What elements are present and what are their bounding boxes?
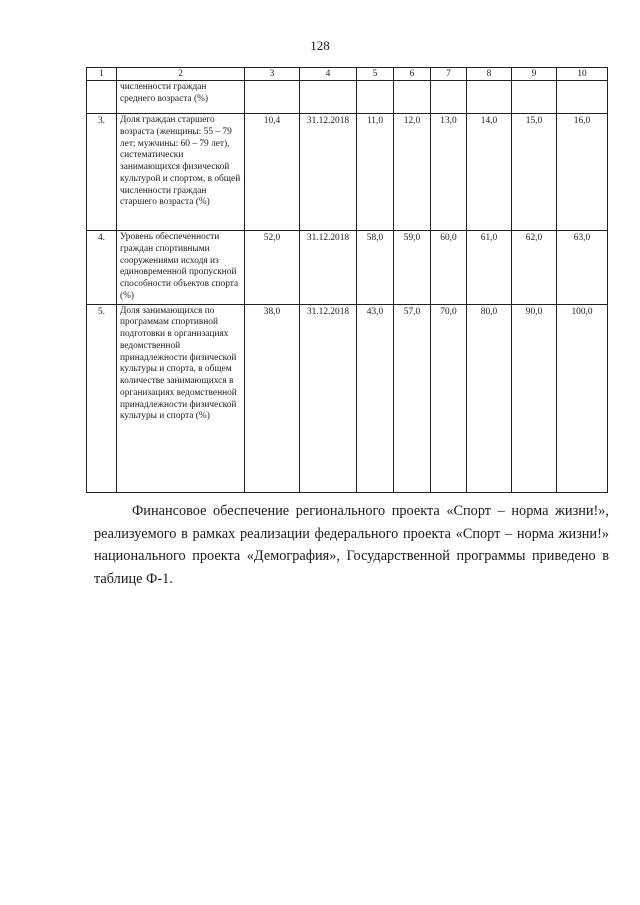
- header-cell: 7: [431, 68, 467, 81]
- cell-value: 11,0: [357, 114, 394, 231]
- cell-value: 63,0: [557, 231, 608, 305]
- cell-value: [557, 81, 608, 114]
- cell-value: 14,0: [467, 114, 512, 231]
- cell-value: 100,0: [557, 304, 608, 492]
- indicators-table: [86, 67, 608, 493]
- row-number: 5.: [87, 304, 117, 492]
- header-cell: 1: [87, 68, 117, 81]
- table-row: [87, 304, 608, 492]
- table-row: [87, 114, 608, 231]
- header-cell: 6: [394, 68, 431, 81]
- cell-value: 16,0: [557, 114, 608, 231]
- cell-value: 52,0: [245, 231, 300, 305]
- cell-value: 12,0: [394, 114, 431, 231]
- header-cell: 5: [357, 68, 394, 81]
- cell-value: 62,0: [512, 231, 557, 305]
- cell-value: 80,0: [467, 304, 512, 492]
- cell-value: 31.12.2018: [300, 231, 357, 305]
- table-header-row: [87, 68, 608, 81]
- cell-value: 31.12.2018: [300, 114, 357, 231]
- row-number: [87, 81, 117, 114]
- cell-value: 43,0: [357, 304, 394, 492]
- cell-value: 58,0: [357, 231, 394, 305]
- cell-value: 38,0: [245, 304, 300, 492]
- indicator-name: Уровень обеспеченности граждан спортивными сооружениями исходя из единовременной пропускной способности объектов спорта (%): [117, 231, 245, 305]
- row-number: 4.: [87, 231, 117, 305]
- header-cell: 10: [557, 68, 608, 81]
- header-cell: 3: [245, 68, 300, 81]
- cell-value: 57,0: [394, 304, 431, 492]
- cell-value: [357, 81, 394, 114]
- cell-value: [431, 81, 467, 114]
- cell-value: [467, 81, 512, 114]
- indicator-name: Доля граждан старшего возраста (женщины: 55 – 79 лет; мужчины: 60 – 79 лет), систематически занимающихся физической культурой и спортом, в общей численности граждан старшего возраста (%): [117, 114, 245, 231]
- cell-value: [394, 81, 431, 114]
- cell-value: [245, 81, 300, 114]
- financing-paragraph: Финансовое обеспечение регионального проекта «Спорт – норма жизни!», реализуемого в рамках реализации федерального проекта «Спорт – норма жизни!» национального проекта «Демография», Государственной программы приведено в таблице Ф-1.: [94, 503, 609, 587]
- header-cell: 9: [512, 68, 557, 81]
- cell-value: 10,4: [245, 114, 300, 231]
- header-cell: 2: [117, 68, 245, 81]
- cell-value: 70,0: [431, 304, 467, 492]
- cell-value: 59,0: [394, 231, 431, 305]
- cell-value: 61,0: [467, 231, 512, 305]
- indicator-name: Доля занимающихся по программам спортивной подготовки в организациях ведомственной принадлежности физической культуры и спорта, в общем количестве занимающихся в организациях ведомственной принадлежности физической культуры и спорта (%): [117, 304, 245, 492]
- table-row: [87, 81, 608, 114]
- row-number: 3.: [87, 114, 117, 231]
- cell-value: [512, 81, 557, 114]
- cell-value: 15,0: [512, 114, 557, 231]
- cell-value: 60,0: [431, 231, 467, 305]
- header-cell: 8: [467, 68, 512, 81]
- cell-value: 31.12.2018: [300, 304, 357, 492]
- page-number: 128: [310, 38, 330, 53]
- cell-value: 90,0: [512, 304, 557, 492]
- header-cell: 4: [300, 68, 357, 81]
- cell-value: [300, 81, 357, 114]
- cell-value: 13,0: [431, 114, 467, 231]
- indicator-name: численности граждан среднего возраста (%): [117, 81, 245, 114]
- table-row: [87, 231, 608, 305]
